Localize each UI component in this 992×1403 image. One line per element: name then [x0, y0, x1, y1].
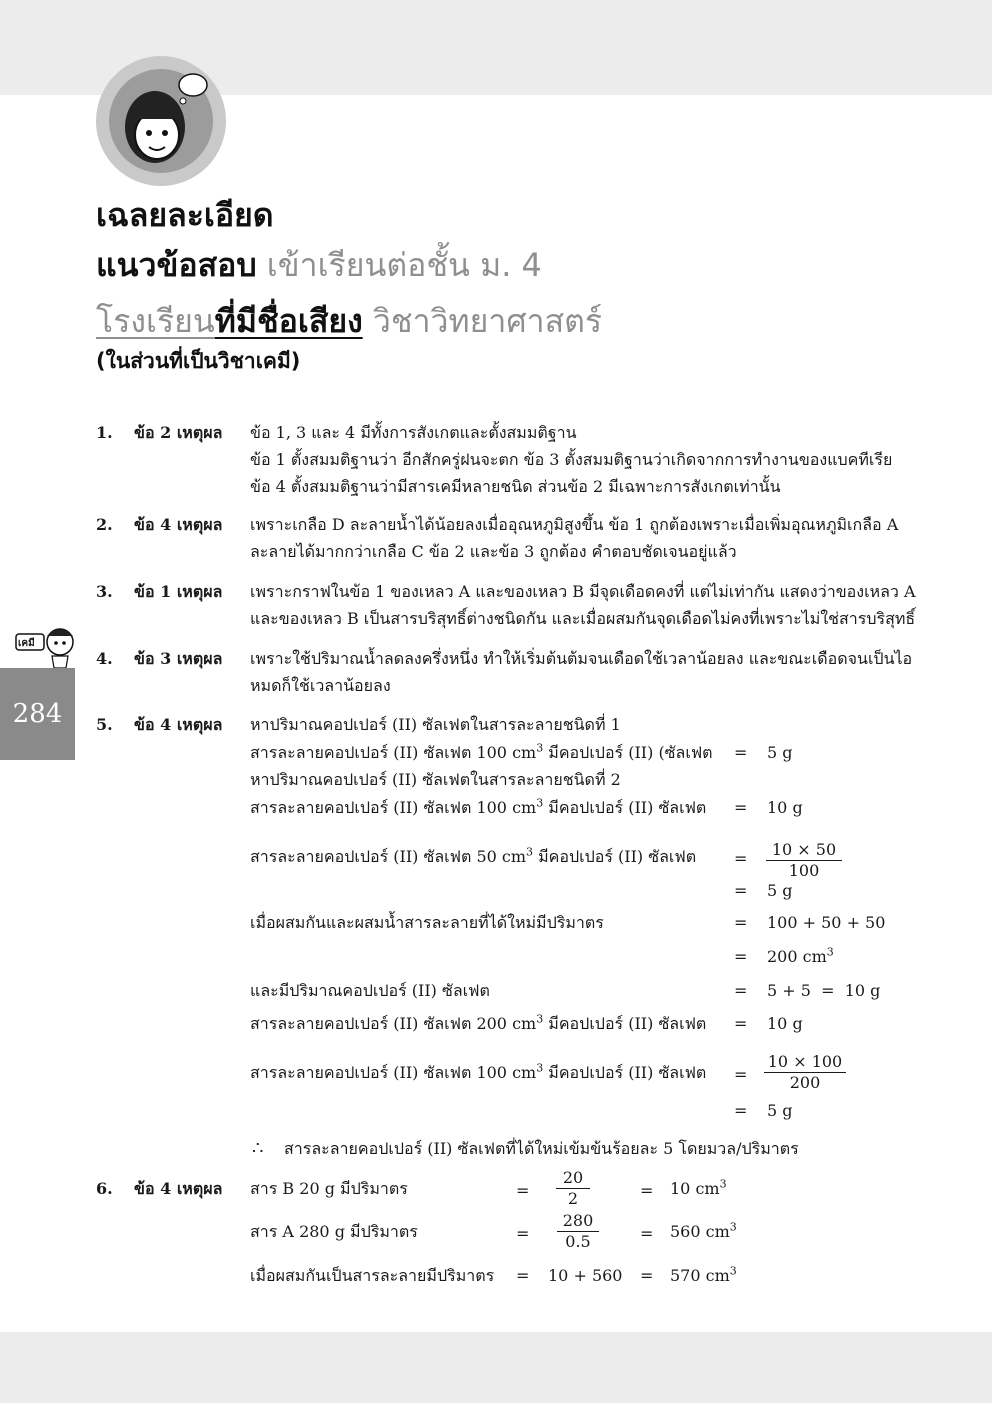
heading-line3: [96, 296, 602, 347]
item-answer: ข้อ 3 เหตุผล: [134, 649, 223, 668]
equals-sign: =: [734, 913, 748, 932]
equals-sign: =: [734, 743, 748, 762]
item5-line5-b: มีคอปเปอร์ (II) ซัลเฟต: [538, 847, 697, 866]
item5-conclusion: สารละลายคอปเปอร์ (II) ซัลเฟตที่ได้ใหม่เข้มข้นร้อยละ 5 โดยมวล/ปริมาตร: [284, 1139, 799, 1158]
item5-line4-value: 10 g: [767, 798, 803, 817]
item5-line8-b: มีคอปเปอร์ (II) ซัลเฟต: [548, 1014, 707, 1033]
item5-line7-value: 5 + 5 = 10 g: [767, 981, 881, 1000]
equals-sign: =: [516, 1181, 530, 1200]
equals-sign: =: [734, 798, 748, 817]
item6-row1-result: [670, 1178, 727, 1200]
item5-line5-result: 5 g: [767, 881, 793, 900]
heading-line2-gray: เข้าเรียนต่อชั้น ม. 4: [266, 246, 542, 284]
item6-row3-result-text: 570 cm: [670, 1266, 730, 1285]
item-answer: ข้อ 4 เหตุผล: [134, 515, 223, 534]
item5-line9: [250, 1062, 706, 1084]
item5-line6-result-text: 200 cm: [767, 947, 827, 966]
item5-line2-b: มีคอปเปอร์ (II) (ซัลเฟต: [548, 743, 713, 762]
equals-sign: =: [640, 1224, 654, 1243]
item-answer: ข้อ 1 เหตุผล: [134, 582, 223, 601]
item-line: ข้อ 4 ตั้งสมมติฐานว่ามีสารเคมีหลายชนิด ส่วนข้อ 2 มีเฉพาะการสังเกตเท่านั้น: [250, 477, 781, 496]
item-number: 2.: [96, 515, 113, 534]
heading-line1: เฉลยละเอียด: [96, 196, 274, 234]
bottom-band: [0, 1332, 992, 1403]
superscript-3: 3: [729, 1264, 737, 1278]
item5-line4-a: สารละลายคอปเปอร์ (II) ซัลเฟต 100 cm: [250, 798, 537, 817]
item-line: เพราะกราฟในข้อ 1 ของเหลว A และของเหลว B มีจุดเดือดคงที่ แต่ไม่เท่ากัน แสดงว่าของเหลว A: [250, 582, 916, 601]
item5-line6-result: [767, 946, 834, 968]
item5-line4-b: มีคอปเปอร์ (II) ซัลเฟต: [548, 798, 707, 817]
item5-line6-value: 100 + 50 + 50: [767, 913, 886, 932]
item5-line8-value: 10 g: [767, 1014, 803, 1033]
item5-line6: เมื่อผสมกันและผสมน้ำสารละลายที่ได้ใหม่มีปริมาตร: [250, 913, 604, 932]
equals-sign: =: [734, 881, 748, 900]
heading-line3-c: วิชาวิทยาศาสตร์: [372, 302, 603, 340]
item5-line5-a: สารละลายคอปเปอร์ (II) ซัลเฟต 50 cm: [250, 847, 527, 866]
item5-line4: [250, 797, 706, 819]
fraction-numerator: 10 × 50: [766, 840, 842, 861]
item-line: ข้อ 1, 3 และ 4 มีทั้งการสังเกตและตั้งสมมติฐาน: [250, 423, 577, 442]
item5-line9-a: สารละลายคอปเปอร์ (II) ซัลเฟต 100 cm: [250, 1063, 537, 1082]
fraction: [764, 1052, 846, 1093]
heading-line3-b: ที่มีชื่อเสียง: [214, 302, 363, 340]
item-line: เพราะใช้ปริมาณน้ำลดลงครึ่งหนึ่ง ทำให้เริ่มต้นต้มจนเดือดใช้เวลาน้อยลง และขณะเดือดจนเป็นไอ: [250, 649, 913, 668]
item6-row2: สาร A 280 g มีปริมาตร: [250, 1222, 418, 1241]
item6-row3-sum: 10 + 560: [548, 1266, 623, 1285]
therefore-symbol: ∴: [252, 1138, 264, 1159]
item6-row3: เมื่อผสมกันเป็นสารละลายมีปริมาตร: [250, 1266, 495, 1285]
item-number: 6.: [96, 1179, 113, 1198]
item5-line7: และมีปริมาณคอปเปอร์ (II) ซัลเฟต: [250, 981, 490, 1000]
fraction-denominator: 100: [788, 861, 820, 880]
superscript-3: 3: [536, 1061, 544, 1075]
page-number: 284: [12, 699, 63, 729]
equals-sign: =: [734, 1065, 748, 1084]
item5-line8: [250, 1013, 706, 1035]
fraction-denominator: 0.5: [565, 1232, 591, 1251]
fraction: [557, 1211, 599, 1252]
superscript-3: 3: [729, 1220, 737, 1234]
item6-row2-result-text: 560 cm: [670, 1222, 730, 1241]
equals-sign: =: [640, 1266, 654, 1285]
superscript-3: 3: [536, 796, 544, 810]
heading-line4: (ในส่วนที่เป็นวิชาเคมี): [96, 349, 301, 373]
item6-row2-result: [670, 1221, 737, 1243]
equals-sign: =: [640, 1181, 654, 1200]
item-answer: ข้อ 2 เหตุผล: [134, 423, 223, 442]
fraction-numerator: 10 × 100: [764, 1052, 846, 1073]
equals-sign: =: [734, 981, 748, 1000]
item5-line8-a: สารละลายคอปเปอร์ (II) ซัลเฟต 200 cm: [250, 1014, 537, 1033]
item5-line9-result: 5 g: [767, 1101, 793, 1120]
item5-line5: [250, 846, 696, 868]
fraction-denominator: 2: [567, 1189, 579, 1208]
item-line: ละลายได้มากกว่าเกลือ C ข้อ 2 และข้อ 3 ถูกต้อง คำตอบชัดเจนอยู่แล้ว: [250, 542, 737, 561]
item-line: หมดก็ใช้เวลาน้อยลง: [250, 676, 391, 695]
superscript-3: 3: [536, 1012, 544, 1026]
item-line: และของเหลว B เป็นสารบริสุทธิ์ต่างชนิดกัน และเมื่อผสมกันจุดเดือดไม่คงที่เพราะไม่ใช่สารบริสุทธิ์: [250, 609, 916, 628]
fraction-numerator: 20: [556, 1168, 590, 1189]
equals-sign: =: [734, 849, 748, 868]
item-answer: ข้อ 4 เหตุผล: [134, 715, 223, 734]
girl-thinking-icon: [95, 55, 227, 187]
superscript-3: 3: [526, 845, 534, 859]
item5-line2-a: สารละลายคอปเปอร์ (II) ซัลเฟต 100 cm: [250, 743, 537, 762]
fraction: [556, 1168, 590, 1209]
heading-line2-bold: แนวข้อสอบ: [96, 246, 257, 284]
heading-line3-a: โรงเรียน: [96, 302, 215, 340]
item-line: ข้อ 1 ตั้งสมมติฐานว่า อีกสักครู่ฝนจะตก ข้อ 3 ตั้งสมมติฐานว่าเกิดจากการทำงานของแบคทีเรีย: [250, 450, 893, 469]
item6-row3-result: [670, 1265, 737, 1287]
fraction-denominator: 200: [789, 1073, 821, 1092]
fraction: [766, 840, 842, 881]
item-number: 5.: [96, 715, 113, 734]
equals-sign: =: [516, 1266, 530, 1285]
item-number: 4.: [96, 649, 113, 668]
side-tab-label: เคมี: [18, 638, 35, 649]
superscript-3: 3: [719, 1177, 727, 1191]
equals-sign: =: [734, 1101, 748, 1120]
item6-row1: สาร B 20 g มีปริมาตร: [250, 1179, 408, 1198]
equals-sign: =: [734, 947, 748, 966]
item-line: เพราะเกลือ D ละลายน้ำได้น้อยลงเมื่ออุณหภูมิสูงขึ้น ข้อ 1 ถูกต้องเพราะเมื่อเพิ่มอุณหภูมิเกลือ A: [250, 515, 899, 534]
item-number: 3.: [96, 582, 113, 601]
page-number-tab: [0, 668, 75, 760]
superscript-3: 3: [536, 741, 544, 755]
heading-line2: [96, 240, 542, 291]
item6-row1-result-text: 10 cm: [670, 1179, 720, 1198]
item-answer: ข้อ 4 เหตุผล: [134, 1179, 223, 1198]
item-number: 1.: [96, 423, 113, 442]
item5-line2-value: 5 g: [767, 743, 793, 762]
item5-line2: [250, 742, 713, 764]
fraction-numerator: 280: [557, 1211, 599, 1232]
equals-sign: =: [734, 1014, 748, 1033]
superscript-3: 3: [826, 945, 834, 959]
equals-sign: =: [516, 1224, 530, 1243]
item5-line1: หาปริมาณคอปเปอร์ (II) ซัลเฟตในสารละลายชนิดที่ 1: [250, 715, 621, 734]
item5-line9-b: มีคอปเปอร์ (II) ซัลเฟต: [548, 1063, 707, 1082]
item5-line3: หาปริมาณคอปเปอร์ (II) ซัลเฟตในสารละลายชนิดที่ 2: [250, 770, 621, 789]
